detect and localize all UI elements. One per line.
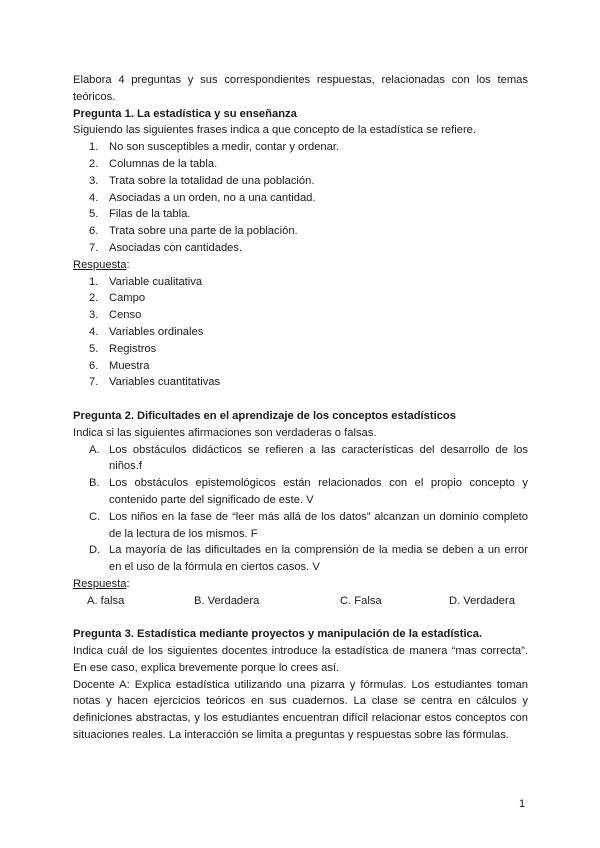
list-item: B. Los obstáculos epistemológicos están relacionados con el propio concepto y contenido parte del significado de este. V: [89, 477, 528, 506]
list-item: 7. Asociadas con cantidades.: [89, 241, 243, 254]
list-item: 6. Trata sobre una parte de la población.: [89, 225, 298, 238]
spacer: [73, 610, 528, 627]
list-item: 7. Variables cuantitativas: [89, 376, 221, 389]
list-item: 4. Variables ordinales: [89, 325, 204, 338]
list-item: 4. Asociadas a un orden, no a una cantidad.: [89, 191, 316, 204]
intro-paragraph: Elabora 4 preguntas y sus correspondientes respuestas, relacionadas con los temas teóricos.: [73, 74, 528, 103]
list-item: 3. Trata sobre la totalidad de una población.: [89, 174, 315, 187]
q3-docente-a: Docente A: Explica estadística utilizando una pizarra y fórmulas. Los estudiantes toman notas y hacen ejercicios teóricos en sus cuadernos. La clase se centra en cálculos y definiciones abstractas, y los estudiantes encuentran difícil relacionar estos conceptos con situaciones reales. La interacción se limita a preguntas y respuestas sobre las fórmulas.: [73, 678, 528, 742]
q2-instruction: Indica si las siguientes afirmaciones son verdaderas o falsas.: [73, 426, 377, 439]
page-number: 1: [519, 798, 526, 810]
q1-answer-heading: Respuesta:: [73, 258, 130, 271]
list-item: 1. Variable cualitativa: [89, 275, 203, 288]
list-item: 5. Filas de la tabla.: [89, 208, 191, 221]
q1-answers-list: [73, 274, 528, 392]
list-item: C. Los niños en la fase de “leer más allá de los datos” alcanzan un dominio completo de la lectura de los mismos. F: [89, 510, 528, 540]
q2-answer-b: B. Verdadera: [194, 594, 260, 607]
q2-answer-heading: Respuesta:: [73, 577, 130, 590]
q2-answer-a: A. falsa: [87, 594, 125, 607]
q2-answer-c: C. Falsa: [340, 594, 382, 607]
list-item: A. Los obstáculos didácticos se refieren a las características del desarrollo de los niños.f: [89, 443, 528, 473]
list-item: 2. Campo: [89, 292, 146, 305]
q1-title: Pregunta 1. La estadística y su enseñanza: [73, 107, 297, 120]
q3-instruction: Indica cuál de los siguientes docentes introduce la estadística de manera “mas correcta”. En ese caso, explica brevemente porque lo crees así.: [73, 645, 528, 674]
q2-title: Pregunta 2. Dificultades en el aprendizaje de los conceptos estadísticos: [73, 409, 456, 422]
q2-answers-row: [73, 593, 528, 610]
q3-title: Pregunta 3. Estadística mediante proyectos y manipulación de la estadística.: [73, 628, 483, 641]
list-item: 5. Registros: [89, 342, 157, 355]
list-item: 6. Muestra: [89, 359, 150, 372]
q2-items-list: [73, 442, 528, 576]
spacer: [73, 391, 528, 408]
document-page: [73, 72, 528, 744]
q2-answer-d: D. Verdadera: [449, 594, 515, 607]
list-item: D. La mayoría de las dificultades en la comprensión de la media se deben a un error en el uso de la fórmula en ciertos casos. V: [89, 544, 528, 574]
list-item: 2. Columnas de la tabla.: [89, 157, 218, 170]
list-item: 3. Censo: [89, 309, 142, 322]
q1-items-list: [73, 139, 528, 257]
list-item: 1. No son susceptibles a medir, contar y ordenar.: [89, 141, 340, 154]
q1-instruction: Siguiendo las siguientes frases indica a que concepto de la estadística se refiere.: [73, 124, 476, 137]
